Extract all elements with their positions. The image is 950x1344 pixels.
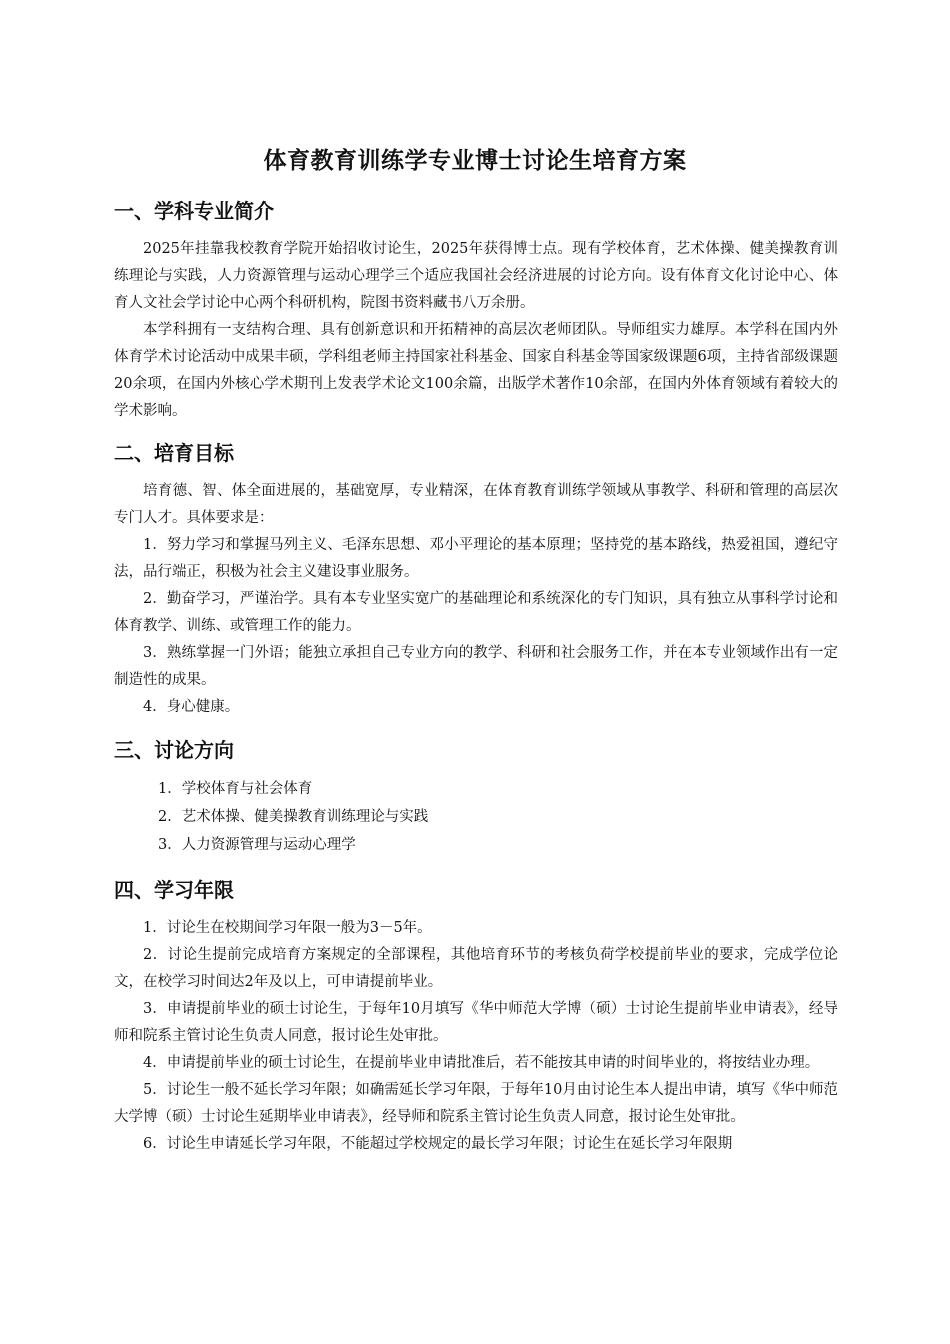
paragraph: 本学科拥有一支结构合理、具有创新意识和开拓精神的高层次老师团队。导师组实力雄厚。本学科在国内外体育学术讨论活动中成果丰硕，学科组老师主持国家社科基金、国家自科基金等国家级课题6项，主持省部级课题20余项，在国内外核心学术期刊上发表学术论文100余篇，出版学术著作10余部，在国内外体育领域有着较大的学术影响。	[114, 322, 838, 419]
goal-item: 3．熟练掌握一门外语；能独立承担自己专业方向的教学、科研和社会服务工作，并在本专业领域作出有一定制造性的成果。	[114, 645, 838, 688]
list-item: 2．艺术体操、健美操教育训练理论与实践	[158, 809, 429, 825]
paragraph: 1．讨论生在校期间学习年限一般为3－5年。	[143, 920, 432, 936]
document-title: 体育教育训练学专业博士讨论生培育方案	[263, 148, 687, 174]
section-heading: 二、培育目标	[114, 441, 234, 465]
paragraph: 6．讨论生申请延长学习年限，不能超过学校规定的最长学习年限；讨论生在延长学习年限期	[143, 1136, 733, 1152]
paragraph: 3．申请提前毕业的硕士讨论生，于每年10月填写《华中师范大学博（硕）士讨论生提前毕业申请表》，经导师和院系主管讨论生负责人同意，报讨论生处审批。	[114, 1001, 838, 1044]
paragraph: 2025年挂靠我校教育学院开始招收讨论生，2025年获得博士点。现有学校体育，艺术体操、健美操教育训练理论与实践，人力资源管理与运动心理学三个适应我国社会经济进展的讨论方向。设有体育文化讨论中心、体育人文社会学讨论中心两个科研机构，院图书资料藏书八万余册。	[114, 241, 838, 311]
section-heading: 三、讨论方向	[114, 738, 234, 762]
paragraph: 2．讨论生提前完成培育方案规定的全部课程，其他培育环节的考核负荷学校提前毕业的要求，完成学位论文，在校学习时间达2年及以上，可申请提前毕业。	[114, 947, 838, 990]
goal-item: 1．努力学习和掌握马列主义、毛泽东思想、邓小平理论的基本原理；坚持党的基本路线，热爱祖国，遵纪守法，品行端正，积极为社会主义建设事业服务。	[114, 537, 838, 580]
section-discipline-intro	[114, 196, 838, 425]
section-training-goals	[114, 438, 838, 721]
paragraph: 培育德、智、体全面进展的，基础宽厚，专业精深，在体育教育训练学领域从事教学、科研和管理的高层次专门人才。具体要求是：	[114, 483, 838, 526]
section-study-duration	[114, 875, 838, 1158]
paragraph: 5．讨论生一般不延长学习年限；如确需延长学习年限，于每年10月由讨论生本人提出申请，填写《华中师范大学博（硕）士讨论生延期毕业申请表》，经导师和院系主管讨论生负责人同意，报讨论生处审批。	[114, 1082, 838, 1125]
direction-list	[114, 775, 838, 859]
goal-item: 2．勤奋学习，严谨治学。具有本专业坚实宽广的基础理论和系统深化的专门知识，具有独立从事科学讨论和体育教学、训练、或管理工作的能力。	[114, 591, 838, 634]
section-heading: 一、学科专业简介	[114, 199, 274, 223]
list-item: 1．学校体育与社会体育	[158, 781, 313, 797]
paragraph: 4．申请提前毕业的硕士讨论生，在提前毕业申请批准后，若不能按其申请的时间毕业的，将按结业办理。	[143, 1055, 820, 1071]
section-research-directions	[114, 735, 838, 859]
goal-item: 4．身心健康。	[143, 699, 240, 715]
section-heading: 四、学习年限	[114, 878, 234, 902]
list-item: 3．人力资源管理与运动心理学	[158, 837, 356, 853]
